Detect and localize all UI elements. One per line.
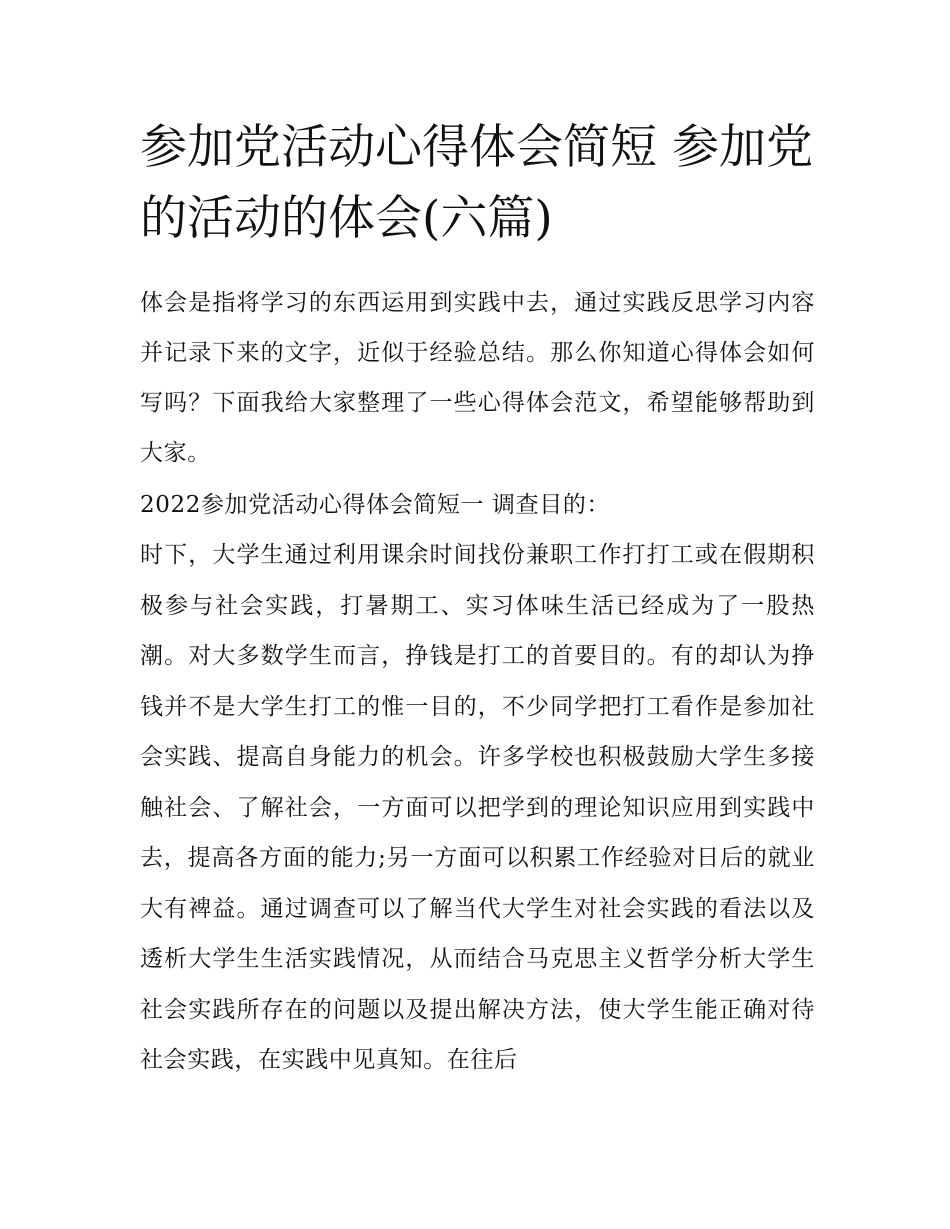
body-paragraph: 时下，大学生通过利用课余时间找份兼职工作打打工或在假期积极参与社会实践，打暑期工、实习体味生活已经成为了一股热潮。对大多数学生而言，挣钱是打工的首要目的。有的却认为挣钱并不是大学生打工的惟一目的，不少同学把打工看作是参加社会实践、提高自身能力的机会。许多学校也积极鼓励大学生多接触社会、了解社会，一方面可以把学到的理论知识应用到实践中去，提高各方面的能力;另一方面可以积累工作经验对日后的就业大有裨益。通过调查可以了解当代大学生对社会实践的看法以及透析大学生生活实践情况，从而结合马克思主义哲学分析大学生社会实践所存在的问题以及提出解决方法，使大学生能正确对待社会实践，在实践中见真知。在往后 bbox=[140, 542, 815, 1073]
section-heading: 2022参加党活动心得体会简短一 调查目的： bbox=[140, 492, 611, 518]
document-title: 参加党活动心得体会简短 参加党的活动的体会(六篇) bbox=[140, 120, 813, 246]
intro-paragraph: 体会是指将学习的东西运用到实践中去，通过实践反思学习内容并记录下来的文字，近似于经验总结。那么你知道心得体会如何写吗？下面我给大家整理了一些心得体会范文，希望能够帮助到大家。 bbox=[140, 290, 815, 466]
